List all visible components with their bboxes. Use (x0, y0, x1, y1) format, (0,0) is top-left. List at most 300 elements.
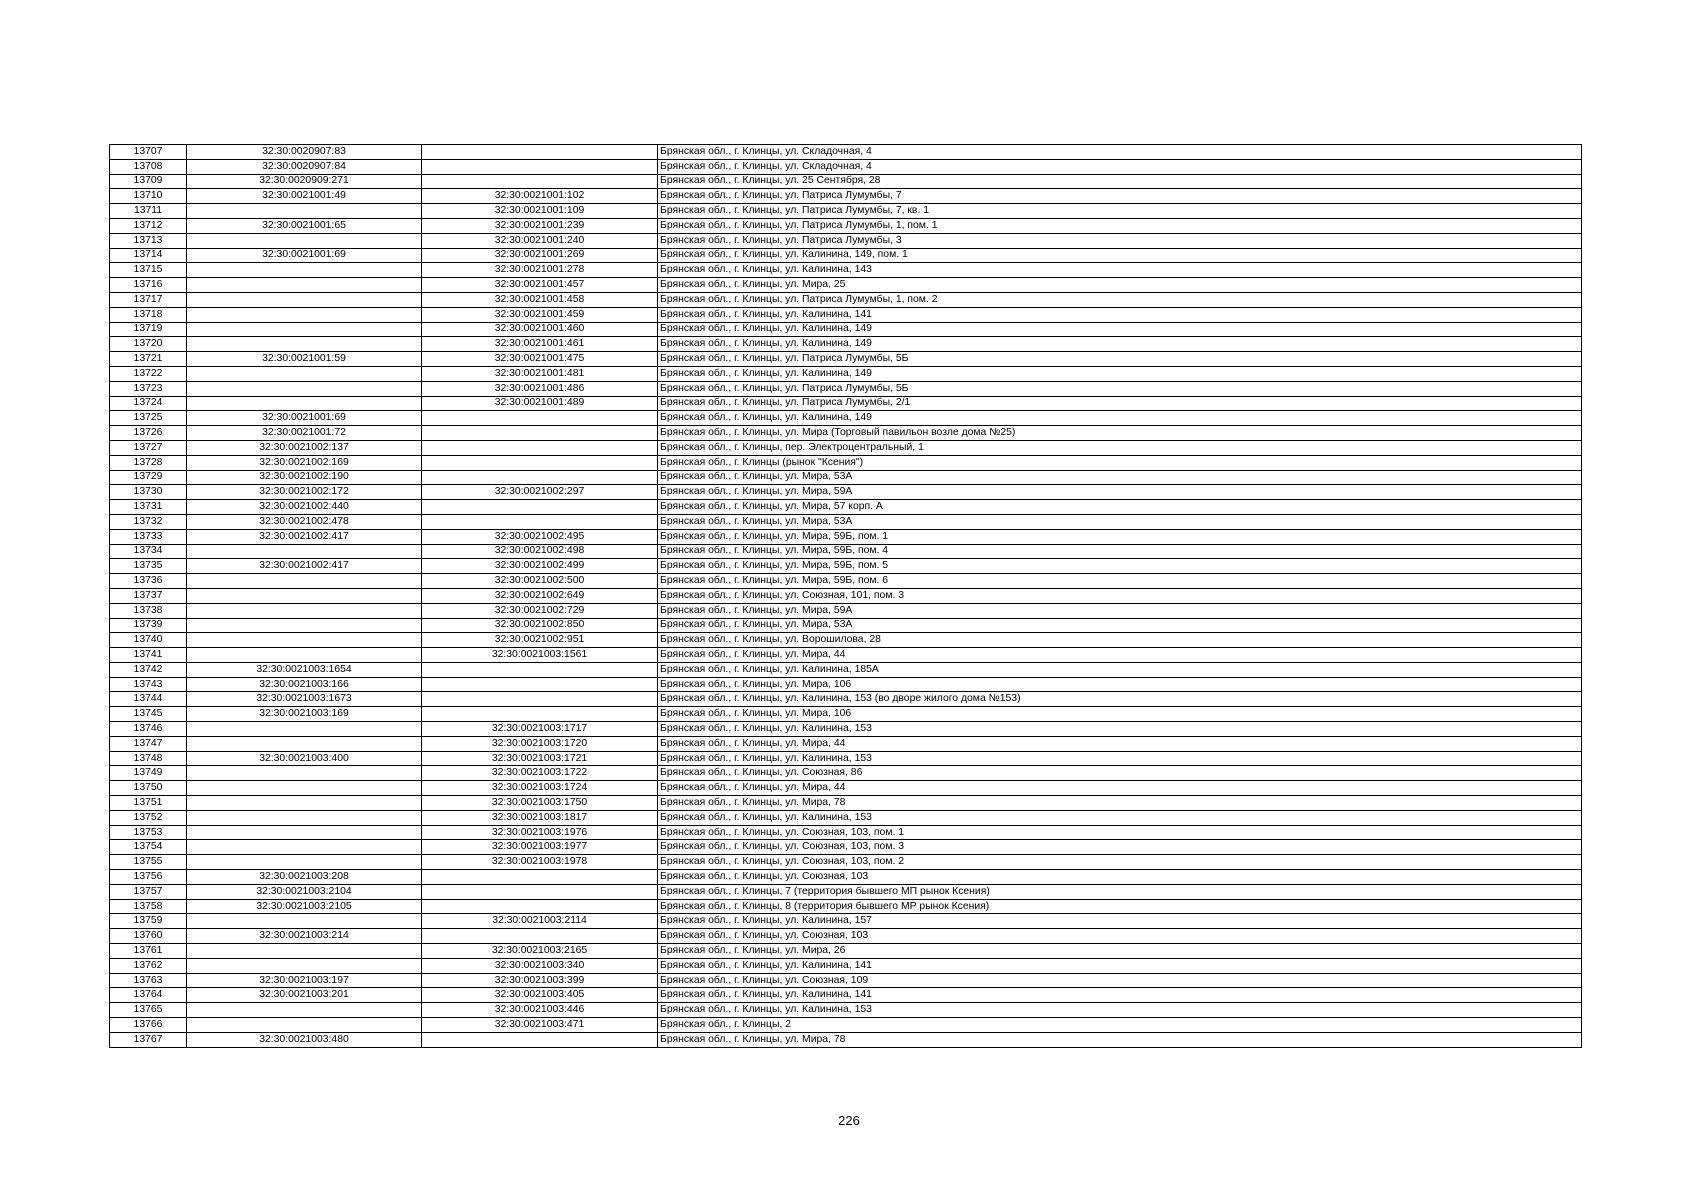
building-cadastral-number-cell (422, 884, 658, 899)
building-cadastral-number-cell: 32:30:0021003:1561 (422, 648, 658, 663)
table-row (110, 884, 1582, 899)
building-cadastral-number-cell: 32:30:0021003:1977 (422, 840, 658, 855)
building-cadastral-number-cell: 32:30:0021003:1817 (422, 810, 658, 825)
row-number-cell: 13748 (110, 751, 187, 766)
building-cadastral-number-cell: 32:30:0021002:500 (422, 574, 658, 589)
building-cadastral-number-cell (422, 1032, 658, 1047)
address-cell: Брянская обл., г. Клинцы, ул. Мира, 57 корп. А (658, 500, 1582, 515)
row-number-cell: 13739 (110, 618, 187, 633)
cadastral-number-cell: 32:30:0021002:172 (187, 485, 422, 500)
cadastral-number-cell: 32:30:0021003:1673 (187, 692, 422, 707)
cadastral-number-cell: 32:30:0020907:84 (187, 159, 422, 174)
table-row (110, 381, 1582, 396)
row-number-cell: 13740 (110, 633, 187, 648)
row-number-cell: 13733 (110, 529, 187, 544)
address-cell: Брянская обл., г. Клинцы, ул. Калинина, 143 (658, 263, 1582, 278)
row-number-cell: 13725 (110, 411, 187, 426)
building-cadastral-number-cell (422, 440, 658, 455)
address-cell: Брянская обл., г. Клинцы, ул. Складочная, 4 (658, 145, 1582, 160)
building-cadastral-number-cell: 32:30:0021003:405 (422, 988, 658, 1003)
building-cadastral-number-cell: 32:30:0021002:498 (422, 544, 658, 559)
table-row (110, 944, 1582, 959)
row-number-cell: 13731 (110, 500, 187, 515)
table-row (110, 559, 1582, 574)
table-row (110, 263, 1582, 278)
row-number-cell: 13737 (110, 588, 187, 603)
table-row (110, 899, 1582, 914)
address-cell: Брянская обл., г. Клинцы, ул. Калинина, 153 (658, 751, 1582, 766)
cadastral-number-cell (187, 204, 422, 219)
row-number-cell: 13722 (110, 366, 187, 381)
cadastral-number-cell: 32:30:0020909:271 (187, 174, 422, 189)
table-row (110, 707, 1582, 722)
cadastral-number-cell: 32:30:0021003:169 (187, 707, 422, 722)
cadastral-number-cell (187, 603, 422, 618)
row-number-cell: 13708 (110, 159, 187, 174)
table-body (110, 145, 1582, 1048)
building-cadastral-number-cell: 32:30:0021001:102 (422, 189, 658, 204)
address-cell: Брянская обл., г. Клинцы (рынок "Ксения") (658, 455, 1582, 470)
building-cadastral-number-cell: 32:30:0021003:471 (422, 1018, 658, 1033)
row-number-cell: 13714 (110, 248, 187, 263)
building-cadastral-number-cell: 32:30:0021003:1722 (422, 766, 658, 781)
table-row (110, 988, 1582, 1003)
cadastral-number-cell (187, 1003, 422, 1018)
table-row (110, 218, 1582, 233)
row-number-cell: 13723 (110, 381, 187, 396)
row-number-cell: 13729 (110, 470, 187, 485)
cadastral-number-cell (187, 633, 422, 648)
table-row (110, 736, 1582, 751)
address-cell: Брянская обл., г. Клинцы, ул. Союзная, 103 (658, 870, 1582, 885)
building-cadastral-number-cell: 32:30:0021003:2114 (422, 914, 658, 929)
address-cell: Брянская обл., г. Клинцы, ул. Мира, 53А (658, 618, 1582, 633)
cadastral-number-cell: 32:30:0021001:49 (187, 189, 422, 204)
building-cadastral-number-cell: 32:30:0021003:340 (422, 958, 658, 973)
building-cadastral-number-cell: 32:30:0021003:1976 (422, 825, 658, 840)
cadastral-number-cell (187, 322, 422, 337)
building-cadastral-number-cell: 32:30:0021001:458 (422, 292, 658, 307)
building-cadastral-number-cell (422, 500, 658, 515)
address-cell: Брянская обл., г. Клинцы, ул. Калинина, 141 (658, 958, 1582, 973)
row-number-cell: 13711 (110, 204, 187, 219)
address-cell: Брянская обл., г. Клинцы, ул. Мира, 106 (658, 707, 1582, 722)
table-row (110, 440, 1582, 455)
row-number-cell: 13713 (110, 233, 187, 248)
building-cadastral-number-cell (422, 707, 658, 722)
table-row (110, 781, 1582, 796)
row-number-cell: 13744 (110, 692, 187, 707)
building-cadastral-number-cell: 32:30:0021002:499 (422, 559, 658, 574)
address-cell: Брянская обл., г. Клинцы, ул. Союзная, 103 (658, 929, 1582, 944)
table-row (110, 248, 1582, 263)
address-cell: Брянская обл., г. Клинцы, 2 (658, 1018, 1582, 1033)
table-row (110, 618, 1582, 633)
table-row (110, 855, 1582, 870)
row-number-cell: 13766 (110, 1018, 187, 1033)
table-row (110, 529, 1582, 544)
row-number-cell: 13732 (110, 514, 187, 529)
table-row (110, 174, 1582, 189)
table-row (110, 352, 1582, 367)
table-row (110, 470, 1582, 485)
table-row (110, 145, 1582, 160)
building-cadastral-number-cell (422, 677, 658, 692)
row-number-cell: 13763 (110, 973, 187, 988)
cadastral-number-cell: 32:30:0020907:83 (187, 145, 422, 160)
cadastral-number-cell: 32:30:0021003:400 (187, 751, 422, 766)
row-number-cell: 13741 (110, 648, 187, 663)
table-row (110, 396, 1582, 411)
table-row (110, 307, 1582, 322)
row-number-cell: 13709 (110, 174, 187, 189)
cadastral-number-cell: 32:30:0021003:2105 (187, 899, 422, 914)
cadastral-number-cell: 32:30:0021001:69 (187, 411, 422, 426)
table-row (110, 337, 1582, 352)
address-cell: Брянская обл., г. Клинцы, ул. Союзная, 103, пом. 2 (658, 855, 1582, 870)
table-row (110, 189, 1582, 204)
address-cell: Брянская обл., г. Клинцы, ул. Калинина, 153 (658, 810, 1582, 825)
building-cadastral-number-cell (422, 455, 658, 470)
building-cadastral-number-cell: 32:30:0021001:109 (422, 204, 658, 219)
cadastral-number-cell (187, 1018, 422, 1033)
cadastral-number-cell: 32:30:0021001:72 (187, 426, 422, 441)
address-cell: Брянская обл., г. Клинцы, пер. Электроцентральный, 1 (658, 440, 1582, 455)
table-row (110, 648, 1582, 663)
cadastral-number-cell (187, 825, 422, 840)
address-cell: Брянская обл., г. Клинцы, ул. Мира, 59Б, пом. 6 (658, 574, 1582, 589)
cadastral-number-cell: 32:30:0021003:166 (187, 677, 422, 692)
address-cell: Брянская обл., г. Клинцы, ул. Мира, 78 (658, 796, 1582, 811)
cadastral-number-cell: 32:30:0021001:65 (187, 218, 422, 233)
address-cell: Брянская обл., г. Клинцы, ул. Мира, 44 (658, 736, 1582, 751)
table-row (110, 914, 1582, 929)
table-row (110, 1018, 1582, 1033)
row-number-cell: 13752 (110, 810, 187, 825)
address-cell: Брянская обл., г. Клинцы, ул. Мира, 59Б, пом. 4 (658, 544, 1582, 559)
building-cadastral-number-cell (422, 662, 658, 677)
row-number-cell: 13734 (110, 544, 187, 559)
building-cadastral-number-cell: 32:30:0021001:486 (422, 381, 658, 396)
table-row (110, 366, 1582, 381)
table-row (110, 722, 1582, 737)
cadastral-number-cell (187, 544, 422, 559)
table-row (110, 278, 1582, 293)
cadastral-number-cell (187, 840, 422, 855)
row-number-cell: 13767 (110, 1032, 187, 1047)
address-cell: Брянская обл., г. Клинцы, ул. Союзная, 103, пом. 1 (658, 825, 1582, 840)
row-number-cell: 13738 (110, 603, 187, 618)
table-row (110, 574, 1582, 589)
cadastral-number-cell (187, 588, 422, 603)
row-number-cell: 13720 (110, 337, 187, 352)
address-cell: Брянская обл., г. Клинцы, ул. Мира, 59Б, пом. 5 (658, 559, 1582, 574)
cadastral-number-cell: 32:30:0021002:417 (187, 529, 422, 544)
row-number-cell: 13719 (110, 322, 187, 337)
row-number-cell: 13765 (110, 1003, 187, 1018)
address-cell: Брянская обл., г. Клинцы, ул. Мира (Торговый павильон возле дома №25) (658, 426, 1582, 441)
cadastral-number-cell (187, 278, 422, 293)
building-cadastral-number-cell: 32:30:0021003:399 (422, 973, 658, 988)
row-number-cell: 13754 (110, 840, 187, 855)
address-cell: Брянская обл., г. Клинцы, ул. Патриса Лумумбы, 7, кв. 1 (658, 204, 1582, 219)
cadastral-number-cell (187, 233, 422, 248)
row-number-cell: 13759 (110, 914, 187, 929)
address-cell: Брянская обл., г. Клинцы, ул. Калинина, 157 (658, 914, 1582, 929)
address-cell: Брянская обл., г. Клинцы, ул. Калинина, 149 (658, 337, 1582, 352)
building-cadastral-number-cell (422, 145, 658, 160)
building-cadastral-number-cell (422, 929, 658, 944)
address-cell: Брянская обл., г. Клинцы, ул. Калинина, 153 (658, 722, 1582, 737)
address-cell: Брянская обл., г. Клинцы, 8 (территория бывшего МР рынок Ксения) (658, 899, 1582, 914)
table-row (110, 514, 1582, 529)
cadastral-number-cell: 32:30:0021003:201 (187, 988, 422, 1003)
building-cadastral-number-cell: 32:30:0021002:297 (422, 485, 658, 500)
address-cell: Брянская обл., г. Клинцы, 7 (территория бывшего МП рынок Ксения) (658, 884, 1582, 899)
address-cell: Брянская обл., г. Клинцы, ул. Патриса Лумумбы, 2/1 (658, 396, 1582, 411)
cadastral-number-cell: 32:30:0021003:2104 (187, 884, 422, 899)
cadastral-number-cell (187, 781, 422, 796)
table-row (110, 588, 1582, 603)
building-cadastral-number-cell (422, 426, 658, 441)
address-cell: Брянская обл., г. Клинцы, ул. Союзная, 101, пом. 3 (658, 588, 1582, 603)
row-number-cell: 13756 (110, 870, 187, 885)
property-table (109, 144, 1582, 1048)
address-cell: Брянская обл., г. Клинцы, ул. Патриса Лумумбы, 3 (658, 233, 1582, 248)
row-number-cell: 13757 (110, 884, 187, 899)
table-row (110, 692, 1582, 707)
building-cadastral-number-cell: 32:30:0021001:457 (422, 278, 658, 293)
row-number-cell: 13761 (110, 944, 187, 959)
cadastral-number-cell (187, 381, 422, 396)
table-row (110, 322, 1582, 337)
row-number-cell: 13724 (110, 396, 187, 411)
building-cadastral-number-cell: 32:30:0021001:269 (422, 248, 658, 263)
cadastral-number-cell: 32:30:0021002:440 (187, 500, 422, 515)
cadastral-number-cell: 32:30:0021001:59 (187, 352, 422, 367)
address-cell: Брянская обл., г. Клинцы, ул. 25 Сентября, 28 (658, 174, 1582, 189)
building-cadastral-number-cell: 32:30:0021001:278 (422, 263, 658, 278)
address-cell: Брянская обл., г. Клинцы, ул. Мира, 59А (658, 485, 1582, 500)
row-number-cell: 13730 (110, 485, 187, 500)
row-number-cell: 13760 (110, 929, 187, 944)
table-row (110, 426, 1582, 441)
cadastral-number-cell: 32:30:0021003:208 (187, 870, 422, 885)
cadastral-number-cell: 32:30:0021003:214 (187, 929, 422, 944)
cadastral-number-cell (187, 736, 422, 751)
cadastral-number-cell: 32:30:0021002:417 (187, 559, 422, 574)
cadastral-number-cell (187, 810, 422, 825)
row-number-cell: 13743 (110, 677, 187, 692)
building-cadastral-number-cell: 32:30:0021001:460 (422, 322, 658, 337)
row-number-cell: 13712 (110, 218, 187, 233)
table-row (110, 1032, 1582, 1047)
building-cadastral-number-cell: 32:30:0021001:239 (422, 218, 658, 233)
address-cell: Брянская обл., г. Клинцы, ул. Ворошилова, 28 (658, 633, 1582, 648)
table-row (110, 958, 1582, 973)
building-cadastral-number-cell: 32:30:0021003:1978 (422, 855, 658, 870)
address-cell: Брянская обл., г. Клинцы, ул. Калинина, 141 (658, 988, 1582, 1003)
cadastral-number-cell: 32:30:0021003:1654 (187, 662, 422, 677)
table-row (110, 840, 1582, 855)
address-cell: Брянская обл., г. Клинцы, ул. Мира, 59Б, пом. 1 (658, 529, 1582, 544)
address-cell: Брянская обл., г. Клинцы, ул. Мира, 25 (658, 278, 1582, 293)
row-number-cell: 13742 (110, 662, 187, 677)
cadastral-number-cell (187, 944, 422, 959)
cadastral-number-cell: 32:30:0021003:197 (187, 973, 422, 988)
table-row (110, 233, 1582, 248)
row-number-cell: 13749 (110, 766, 187, 781)
table-row (110, 544, 1582, 559)
cadastral-number-cell (187, 307, 422, 322)
address-cell: Брянская обл., г. Клинцы, ул. Мира, 44 (658, 648, 1582, 663)
address-cell: Брянская обл., г. Клинцы, ул. Патриса Лумумбы, 1, пом. 2 (658, 292, 1582, 307)
address-cell: Брянская обл., г. Клинцы, ул. Мира, 106 (658, 677, 1582, 692)
building-cadastral-number-cell: 32:30:0021003:1721 (422, 751, 658, 766)
cadastral-number-cell (187, 855, 422, 870)
cadastral-number-cell (187, 766, 422, 781)
building-cadastral-number-cell: 32:30:0021001:240 (422, 233, 658, 248)
building-cadastral-number-cell (422, 174, 658, 189)
address-cell: Брянская обл., г. Клинцы, ул. Союзная, 109 (658, 973, 1582, 988)
address-cell: Брянская обл., г. Клинцы, ул. Патриса Лумумбы, 7 (658, 189, 1582, 204)
building-cadastral-number-cell: 32:30:0021003:2165 (422, 944, 658, 959)
table-row (110, 633, 1582, 648)
row-number-cell: 13736 (110, 574, 187, 589)
table-row (110, 810, 1582, 825)
cadastral-number-cell: 32:30:0021002:169 (187, 455, 422, 470)
address-cell: Брянская обл., г. Клинцы, ул. Калинина, 149 (658, 322, 1582, 337)
cadastral-number-cell (187, 914, 422, 929)
building-cadastral-number-cell: 32:30:0021003:446 (422, 1003, 658, 1018)
building-cadastral-number-cell (422, 870, 658, 885)
row-number-cell: 13746 (110, 722, 187, 737)
building-cadastral-number-cell: 32:30:0021002:850 (422, 618, 658, 633)
cadastral-number-cell (187, 292, 422, 307)
cadastral-number-cell: 32:30:0021002:137 (187, 440, 422, 455)
row-number-cell: 13718 (110, 307, 187, 322)
row-number-cell: 13717 (110, 292, 187, 307)
address-cell: Брянская обл., г. Клинцы, ул. Союзная, 103, пом. 3 (658, 840, 1582, 855)
table-row (110, 292, 1582, 307)
cadastral-number-cell (187, 958, 422, 973)
cadastral-number-cell (187, 796, 422, 811)
address-cell: Брянская обл., г. Клинцы, ул. Патриса Лумумбы, 5Б (658, 381, 1582, 396)
row-number-cell: 13721 (110, 352, 187, 367)
row-number-cell: 13707 (110, 145, 187, 160)
building-cadastral-number-cell: 32:30:0021002:495 (422, 529, 658, 544)
address-cell: Брянская обл., г. Клинцы, ул. Калинина, 153 (во дворе жилого дома №153) (658, 692, 1582, 707)
row-number-cell: 13762 (110, 958, 187, 973)
cadastral-number-cell (187, 366, 422, 381)
table-row (110, 159, 1582, 174)
table-row (110, 1003, 1582, 1018)
building-cadastral-number-cell: 32:30:0021001:489 (422, 396, 658, 411)
building-cadastral-number-cell: 32:30:0021001:461 (422, 337, 658, 352)
building-cadastral-number-cell: 32:30:0021002:649 (422, 588, 658, 603)
table-row (110, 796, 1582, 811)
building-cadastral-number-cell: 32:30:0021001:481 (422, 366, 658, 381)
address-cell: Брянская обл., г. Клинцы, ул. Складочная, 4 (658, 159, 1582, 174)
cadastral-number-cell: 32:30:0021002:478 (187, 514, 422, 529)
table-row (110, 973, 1582, 988)
building-cadastral-number-cell (422, 899, 658, 914)
address-cell: Брянская обл., г. Клинцы, ул. Мира, 26 (658, 944, 1582, 959)
cadastral-number-cell (187, 648, 422, 663)
cadastral-number-cell (187, 337, 422, 352)
address-cell: Брянская обл., г. Клинцы, ул. Калинина, 149 (658, 366, 1582, 381)
page-number: 226 (838, 1113, 860, 1128)
cadastral-number-cell (187, 396, 422, 411)
row-number-cell: 13755 (110, 855, 187, 870)
address-cell: Брянская обл., г. Клинцы, ул. Калинина, 153 (658, 1003, 1582, 1018)
building-cadastral-number-cell: 32:30:0021002:729 (422, 603, 658, 618)
table-row (110, 870, 1582, 885)
row-number-cell: 13750 (110, 781, 187, 796)
building-cadastral-number-cell: 32:30:0021001:475 (422, 352, 658, 367)
row-number-cell: 13727 (110, 440, 187, 455)
cadastral-number-cell: 32:30:0021001:69 (187, 248, 422, 263)
row-number-cell: 13710 (110, 189, 187, 204)
table-row (110, 500, 1582, 515)
row-number-cell: 13764 (110, 988, 187, 1003)
building-cadastral-number-cell (422, 470, 658, 485)
cadastral-number-cell (187, 618, 422, 633)
building-cadastral-number-cell: 32:30:0021003:1750 (422, 796, 658, 811)
building-cadastral-number-cell (422, 692, 658, 707)
row-number-cell: 13716 (110, 278, 187, 293)
table-row (110, 485, 1582, 500)
table-row (110, 411, 1582, 426)
row-number-cell: 13751 (110, 796, 187, 811)
table-row (110, 204, 1582, 219)
address-cell: Брянская обл., г. Клинцы, ул. Калинина, 185А (658, 662, 1582, 677)
building-cadastral-number-cell: 32:30:0021003:1720 (422, 736, 658, 751)
address-cell: Брянская обл., г. Клинцы, ул. Патриса Лумумбы, 5Б (658, 352, 1582, 367)
table-row (110, 603, 1582, 618)
table-row (110, 751, 1582, 766)
row-number-cell: 13745 (110, 707, 187, 722)
building-cadastral-number-cell (422, 411, 658, 426)
building-cadastral-number-cell: 32:30:0021003:1724 (422, 781, 658, 796)
cadastral-number-cell: 32:30:0021002:190 (187, 470, 422, 485)
row-number-cell: 13753 (110, 825, 187, 840)
table-row (110, 677, 1582, 692)
table-row (110, 766, 1582, 781)
building-cadastral-number-cell (422, 159, 658, 174)
address-cell: Брянская обл., г. Клинцы, ул. Калинина, 149, пом. 1 (658, 248, 1582, 263)
row-number-cell: 13758 (110, 899, 187, 914)
building-cadastral-number-cell: 32:30:0021001:459 (422, 307, 658, 322)
address-cell: Брянская обл., г. Клинцы, ул. Мира, 59А (658, 603, 1582, 618)
address-cell: Брянская обл., г. Клинцы, ул. Патриса Лумумбы, 1, пом. 1 (658, 218, 1582, 233)
building-cadastral-number-cell (422, 514, 658, 529)
address-cell: Брянская обл., г. Клинцы, ул. Мира, 53А (658, 470, 1582, 485)
table-row (110, 455, 1582, 470)
address-cell: Брянская обл., г. Клинцы, ул. Союзная, 86 (658, 766, 1582, 781)
row-number-cell: 13726 (110, 426, 187, 441)
row-number-cell: 13728 (110, 455, 187, 470)
address-cell: Брянская обл., г. Клинцы, ул. Мира, 78 (658, 1032, 1582, 1047)
row-number-cell: 13735 (110, 559, 187, 574)
address-cell: Брянская обл., г. Клинцы, ул. Мира, 53А (658, 514, 1582, 529)
row-number-cell: 13747 (110, 736, 187, 751)
table-row (110, 825, 1582, 840)
table-row (110, 929, 1582, 944)
cadastral-number-cell (187, 263, 422, 278)
address-cell: Брянская обл., г. Клинцы, ул. Мира, 44 (658, 781, 1582, 796)
address-cell: Брянская обл., г. Клинцы, ул. Калинина, 141 (658, 307, 1582, 322)
